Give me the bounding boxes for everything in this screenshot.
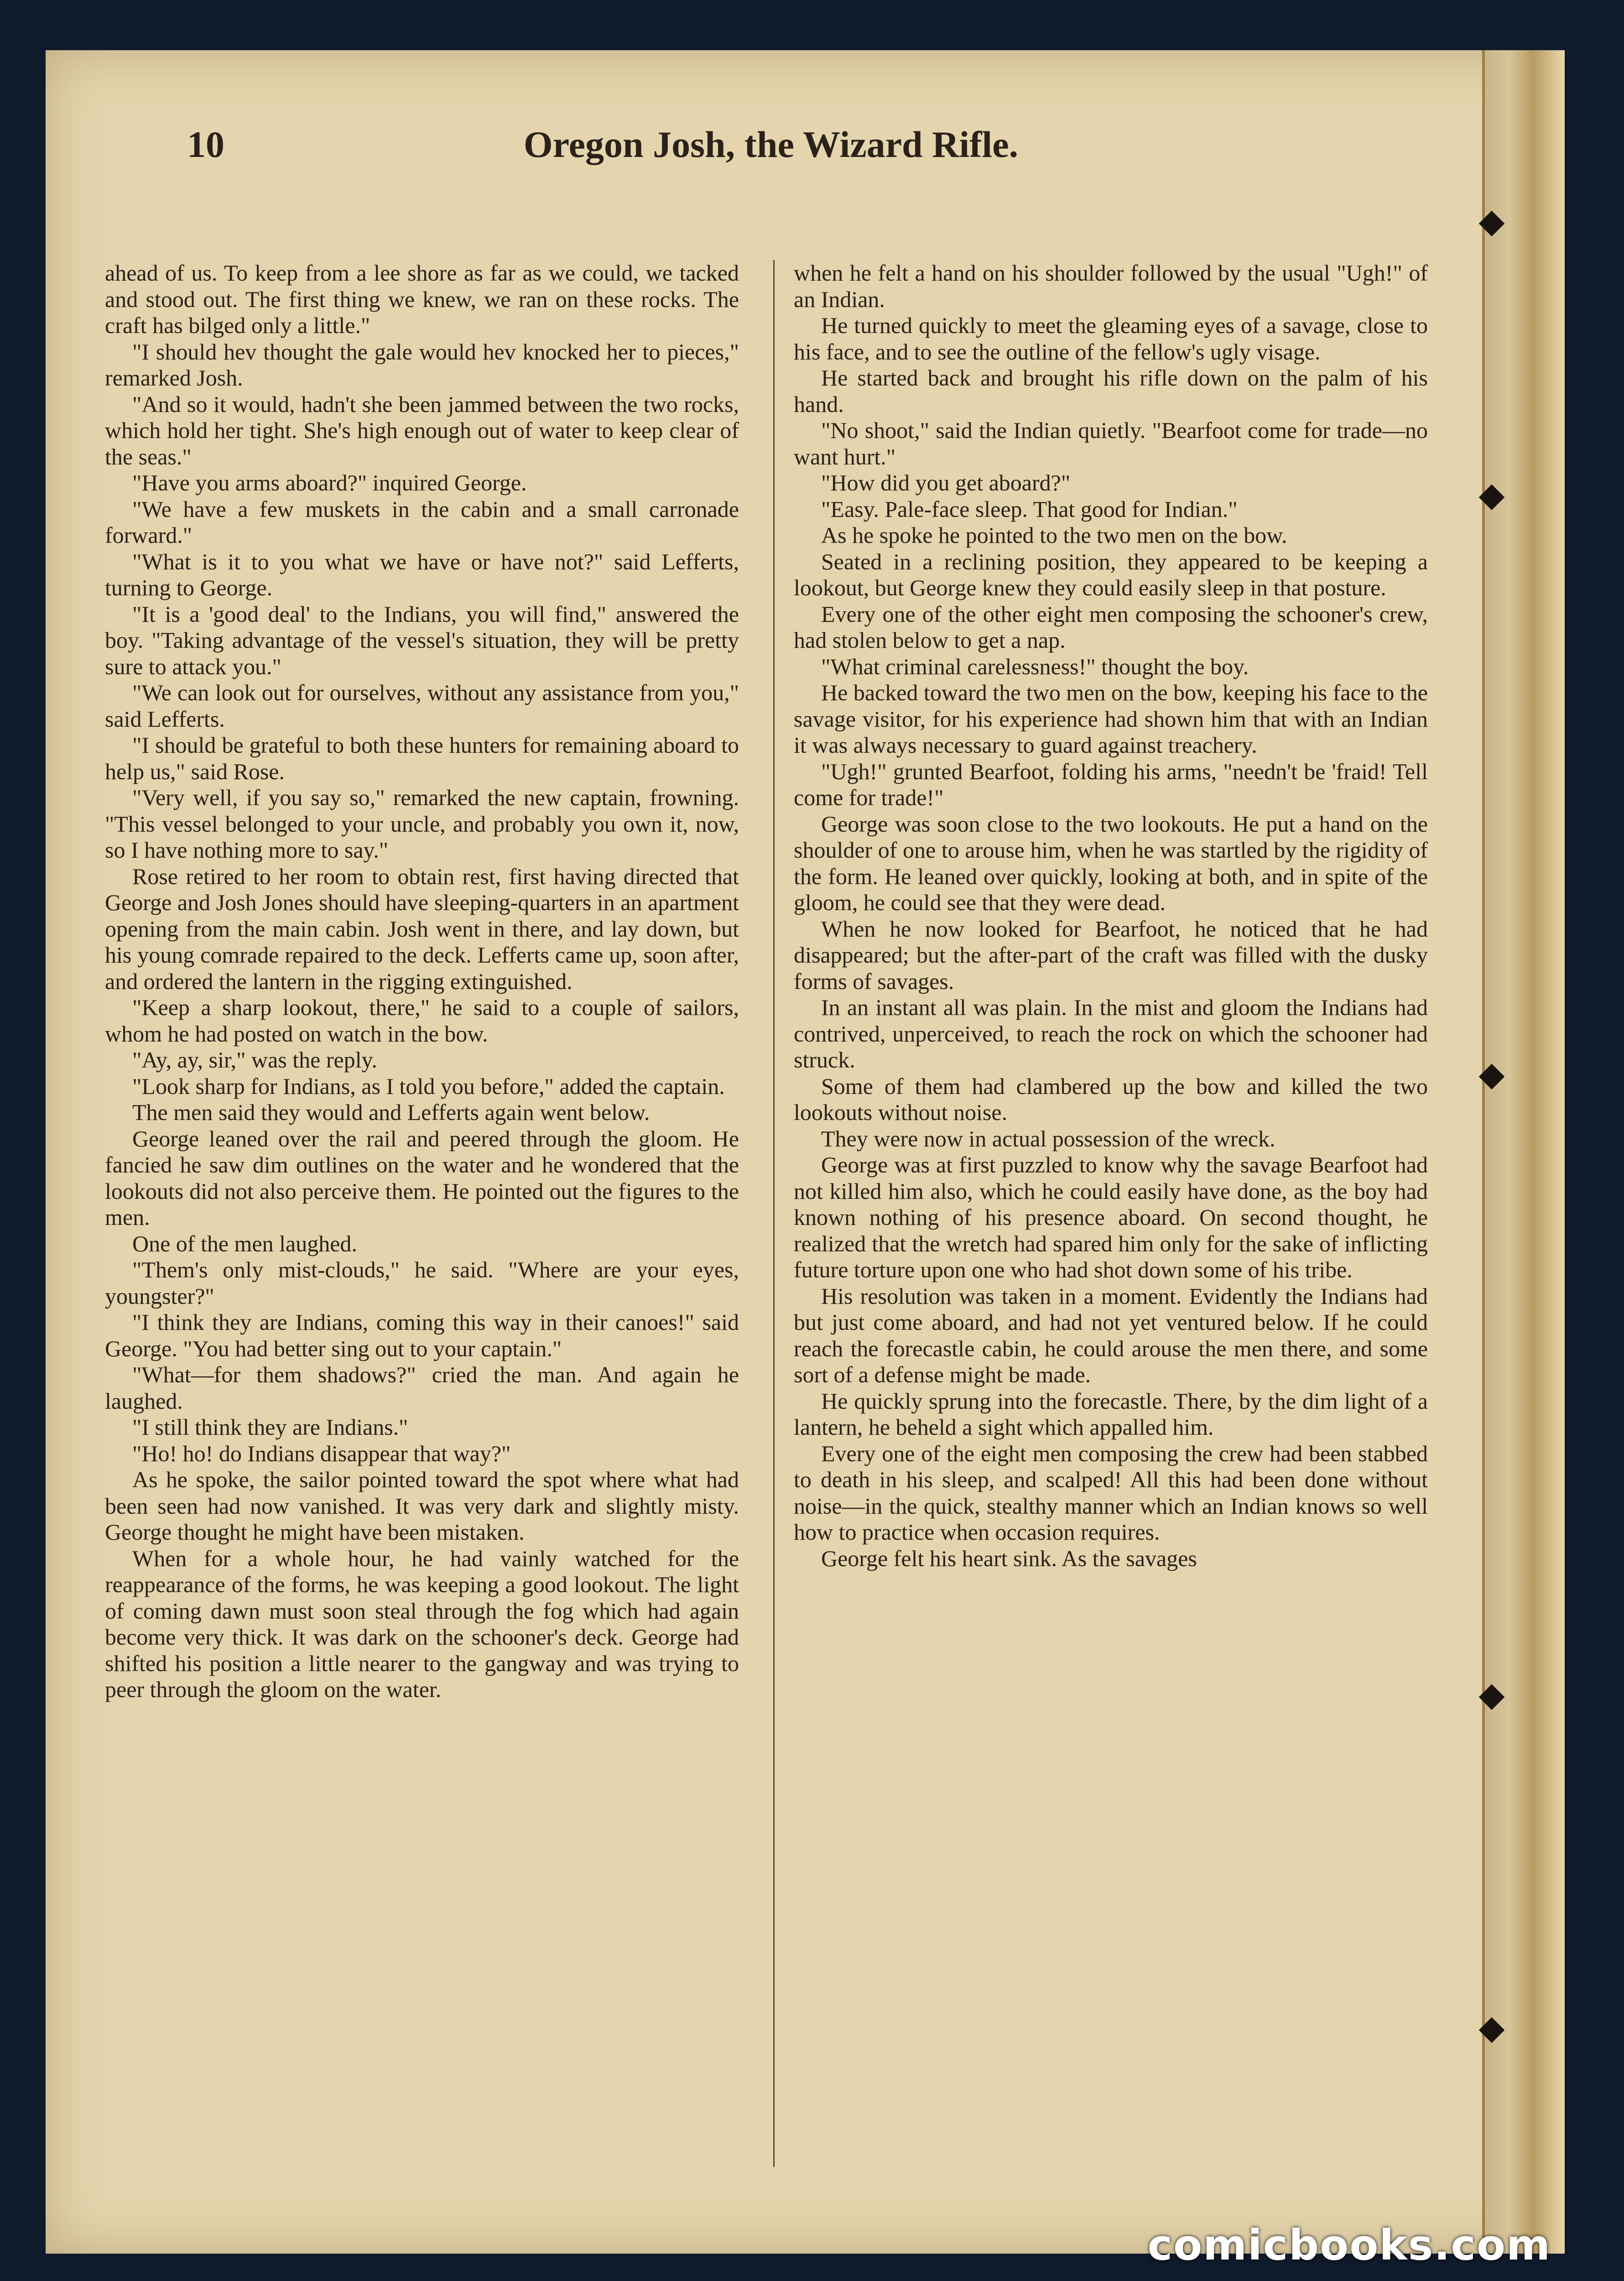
paragraph: "Ho! ho! do Indians disappear that way?" [132,1440,511,1466]
watermark: comicbooks.com [1147,2221,1551,2270]
staple-hole [1479,2017,1505,2043]
staple-hole [1479,1064,1505,1090]
paragraph: Seated in a reclining position, they appeared to be keeping a lookout, but George knew they could easily sleep in that posture. [794,548,1428,600]
paragraph: "I should be grateful to both these hunters for remaining aboard to help us," said Rose. [105,732,739,784]
paragraph: They were now in actual possession of the wreck. [821,1125,1275,1151]
paragraph: "Them's only mist-clouds," he said. "Where are your eyes, youngster?" [105,1257,739,1309]
magazine-page [46,50,1565,2254]
paragraph: "Keep a sharp lookout, there," he said to a couple of sailors, whom he had posted on watch in the bow. [105,995,739,1047]
paragraph: One of the men laughed. [132,1230,357,1256]
paragraph: "Easy. Pale-face sleep. That good for Indian." [821,496,1238,522]
paragraph: Rose retired to her room to obtain rest, first having directed that George and Josh Jones should have sleeping-quarters in an apartment opening from the main cabin. Josh went in there, and lay down, but his young comrade repaired to the deck. Lefferts came up, soon after, and ordered the lantern in the rigging extinguished. [105,863,739,994]
paragraph: Every one of the eight men composing the crew had been stabbed to death in his sleep, and scalped! All this had been done without noise—in the quick, stealthy manner which an Indian knows so well how to practice when occasion requires. [794,1440,1428,1545]
paragraph: "It is a 'good deal' to the Indians, you will find," answered the boy. "Taking advantage of the vessel's situation, they will be pretty sure to attack you." [105,601,739,679]
paragraph: Some of them had clambered up the bow and killed the two lookouts without noise. [794,1073,1428,1125]
paragraph: when he felt a hand on his shoulder followed by the usual "Ugh!" of an Indian. [794,260,1428,312]
paragraph: "We have a few muskets in the cabin and a small carronade forward." [105,496,739,548]
paragraph: Every one of the other eight men composing the schooner's crew, had stolen below to get a nap. [794,601,1428,653]
paragraph: He started back and brought his rifle down on the palm of his hand. [794,365,1428,417]
paragraph: When for a whole hour, he had vainly watched for the reappearance of the forms, he was keeping a good lookout. The light of coming dawn must soon steal through the fog which had again become very thick. It was dark on the schooner's deck. George had shifted his position a little nearer to the gangway and was trying to peer through the gloom on the water. [105,1545,739,1702]
paragraph: "What—for them shadows?" cried the man. And again he laughed. [105,1362,739,1414]
paragraph: "What criminal carelessness!" thought the boy. [821,653,1249,679]
page-header [137,123,1405,173]
paragraph: As he spoke he pointed to the two men on the bow. [821,522,1287,548]
paragraph: He turned quickly to meet the gleaming eyes of a savage, close to his face, and to see the outline of the fellow's ugly visage. [794,312,1428,365]
paragraph: "Ay, ay, sir," was the reply. [132,1047,377,1073]
staple-hole [1479,1684,1505,1710]
paragraph: The men said they would and Lefferts again went below. [132,1099,650,1125]
paragraph: As he spoke, the sailor pointed toward the spot where what had been seen had now vanished. It was very dark and slightly misty. George thought he might have been mistaken. [105,1467,739,1545]
paragraph: George leaned over the rail and peered through the gloom. He fancied he saw dim outlines on the water and he wondered that the lookouts did not also perceive them. He pointed out the figures to the men. [105,1125,739,1230]
column-divider [773,260,775,2167]
paragraph: "I think they are Indians, coming this way in their canoes!" said George. "You had better sing out to your captain." [105,1309,739,1361]
paragraph: In an instant all was plain. In the mist and gloom the Indians had contrived, unperceived, to reach the rock on which the schooner had struck. [794,995,1428,1073]
binding-spine [1482,50,1565,2254]
paragraph: ahead of us. To keep from a lee shore as far as we could, we tacked and stood out. The first thing we knew, we ran on these rocks. The craft has bilged only a little." [105,260,739,338]
paragraph: "I still think they are Indians." [132,1414,408,1440]
paragraph: George was at first puzzled to know why the savage Bearfoot had not killed him also, which he could easily have done, as the boy had known nothing of his presence aboard. On second thought, he realized that the wretch had spared him only for the sake of inflicting future torture upon one who had shot down some of his tribe. [794,1152,1428,1282]
paragraph: "And so it would, hadn't she been jammed between the two rocks, which hold her tight. She's high enough out of water to keep clear of the seas." [105,391,739,469]
paragraph: His resolution was taken in a moment. Evidently the Indians had but just come aboard, and had not yet ventured below. If he could reach the forecastle cabin, he could arouse the men there, and some sort of a defense might be made. [794,1283,1428,1387]
paragraph: "No shoot," said the Indian quietly. "Bearfoot come for trade—no want hurt." [794,417,1428,469]
paragraph: "Have you arms aboard?" inquired George. [132,470,527,495]
paragraph: "Very well, if you say so," remarked the new captain, frowning. "This vessel belonged to your uncle, and probably you own it, now, so I have nothing more to say." [105,785,739,863]
paragraph: George was soon close to the two lookouts. He put a hand on the shoulder of one to arouse him, when he was startled by the rigidity of the form. He leaned over quickly, looking at both, and in spite of the gloom, he could see that they were dead. [794,811,1428,915]
text-column-right [794,260,1428,2176]
paragraph: "Ugh!" grunted Bearfoot, folding his arms, "needn't be 'fraid! Tell come for trade!" [794,758,1428,810]
running-title: Oregon Josh, the Wizard Rifle. [523,124,1019,165]
staple-hole [1479,484,1505,510]
page-number: 10 [187,124,224,165]
paragraph: "How did you get aboard?" [821,470,1071,495]
paragraph: "We can look out for ourselves, without any assistance from you," said Lefferts. [105,680,739,732]
staple-hole [1479,211,1505,237]
paragraph: He backed toward the two men on the bow, keeping his face to the savage visitor, for his experience had shown him that with an Indian it was always necessary to guard against treachery. [794,680,1428,758]
paragraph: He quickly sprung into the forecastle. There, by the dim light of a lantern, he beheld a sight which appalled him. [794,1388,1428,1440]
paragraph: "Look sharp for Indians, as I told you before," added the captain. [132,1073,725,1099]
paragraph: "I should hev thought the gale would hev knocked her to pieces," remarked Josh. [105,339,739,391]
paragraph: George felt his heart sink. As the savages [821,1545,1197,1571]
text-column-left [105,260,739,2176]
paragraph: "What is it to you what we have or have not?" said Lefferts, turning to George. [105,548,739,600]
paragraph: When he now looked for Bearfoot, he noticed that he had disappeared; but the after-part of the craft was filled with the dusky forms of savages. [794,916,1428,994]
